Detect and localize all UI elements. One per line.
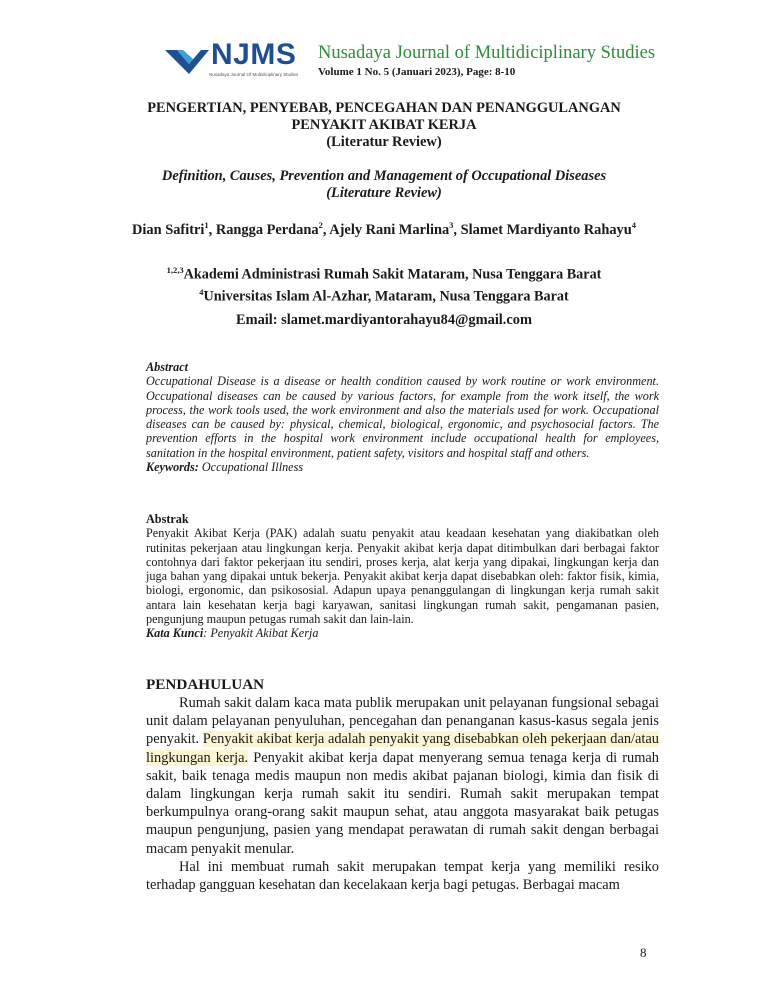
- affiliation-marker: 1,2,3: [166, 265, 184, 275]
- author-affil-marker: 3: [449, 220, 454, 230]
- author-name: Rangga Perdana: [215, 221, 319, 238]
- affiliation-text: Akademi Administrasi Rumah Sakit Mataram, Nusa Tenggara Barat: [183, 266, 602, 283]
- author-name: Dian Safitri: [132, 221, 205, 238]
- highlighted-text: Penyakit akibat kerja adalah penyakit yang disebabkan oleh pekerjaan dan/atau lingkungan kerja.: [146, 731, 659, 766]
- keywords-line: [146, 460, 659, 474]
- title-english: [100, 168, 668, 202]
- title-line: PENYAKIT AKIBAT KERJA: [291, 117, 477, 133]
- abstract-english: [146, 360, 659, 474]
- corresponding-email[interactable]: Email: slamet.mardiyantorahayu84@gmail.com: [236, 312, 532, 328]
- abstract-heading: Abstrak: [146, 512, 189, 526]
- paragraph: Hal ini membuat rumah sakit merupakan tempat kerja yang memiliki resiko terhadap gangguan kesehatan dan kecelakaan kerja bagi petugas. Berbagai macam: [146, 858, 659, 894]
- author-name: Slamet Mardiyanto Rahayu: [460, 221, 632, 238]
- keywords-label: Keywords:: [146, 460, 199, 475]
- body-text: [146, 694, 659, 894]
- abstract-indonesian: [146, 512, 659, 641]
- abstract-heading: Abstract: [146, 360, 188, 374]
- keywords-value: : Penyakit Akibat Kerja: [203, 626, 319, 641]
- title-indonesian: [100, 100, 668, 151]
- journal-logo: [163, 38, 313, 84]
- author-affil-marker: 2: [318, 220, 323, 230]
- author-list: Dian Safitri$^1$, Rangga Perdana$^2$, Ajely Rani Marlina$^3$, Slamet Mardiyanto Rahayu$^4$: [132, 220, 636, 238]
- affiliation-line: [100, 284, 668, 306]
- title-line: Definition, Causes, Prevention and Management of Occupational Diseases: [161, 168, 607, 184]
- section-heading: PENDAHULUAN: [146, 676, 265, 693]
- logo-chevron-icon: [163, 44, 211, 78]
- page-number: 8: [640, 945, 647, 960]
- affiliation-text: Universitas Islam Al-Azhar, Mataram, Nusa Tenggara Barat: [203, 288, 569, 305]
- author-affil-marker: 4: [631, 220, 636, 230]
- affiliation-marker: 4: [199, 287, 204, 298]
- keywords-line: [146, 626, 659, 640]
- title-line: PENGERTIAN, PENYEBAB, PENCEGAHAN DAN PENANGGULANGAN: [147, 100, 621, 116]
- affiliation-line: [100, 262, 668, 284]
- journal-volume: Volume 1 No. 5 (Januari 2023), Page: 8-10: [318, 66, 516, 78]
- title-line: (Literature Review): [326, 185, 442, 201]
- logo-subtitle: Nusadaya Journal Of Multidiciplinary Studies: [209, 72, 299, 77]
- keywords-value: Occupational Illness: [201, 460, 304, 475]
- abstract-text: Penyakit Akibat Kerja (PAK) adalah suatu penyakit atau keadaan kesehatan yang diakibatkan oleh rutinitas pekerjaan atau lingkungan kerja. Penyakit akibat kerja dapat ditimbulkan dari berbagai faktor contohnya dari faktor pekerjaan itu sendiri, proses kerja, alat kerja yang dipakai, lingkungan kerja dan juga bahan yang dipakai untuk bekerja. Penyakit akibat kerja dapat disebabkan oleh: faktor fisik, kimia, biologi, ergonomic, dan psikososial. Adapun upaya penanggulangan di lingkungan kerja rumah sakit antara lain kesehatan kerja bagi karyawan, sanitasi lingkungan rumah sakit, pengamanan pasien, pengunjung maupun petugas rumah sakit dan lain-lain.: [146, 526, 659, 627]
- author-affil-marker: 1: [204, 220, 209, 230]
- paragraph: [146, 694, 659, 858]
- abstract-text: Occupational Disease is a disease or health condition caused by work routine or work environment. Occupational diseases can be caused by various factors, for example from the work itself, the work process, the work tools used, the work environment and also the materials used for work. Occupational diseases can be caused by: physical, chemical, biological, ergonomic, and psychosocial factors. The prevention efforts in the hospital work environment include occupational health for employees, sanitation in the hospital environment, patient safety, visitors and hospital staff and others.: [146, 374, 659, 460]
- author-name: Ajely Rani Marlina: [329, 221, 450, 238]
- keywords-label: Kata Kunci: [146, 626, 204, 641]
- logo-wordmark: NJMS: [211, 38, 297, 71]
- paragraph-text: Penyakit akibat kerja dapat menyerang semua tenaga kerja di rumah sakit, baik tenaga medis maupun non medis akibat pajanan biologi, kimia dan fisik di dalam lingkungan kerja rumah sakit itu sendiri. Rumah sakit merupakan tempat berkumpulnya orang-orang sakit maupun sehat, atau anggota masyarakat baik petugas maupun pengunjung, pasien yang mendapat perawatan di rumah sakit dengan berbagai macam penyakit menular.: [146, 749, 659, 857]
- journal-name: Nusadaya Journal of Multidiciplinary Studies: [318, 43, 656, 63]
- title-line: (Literatur Review): [326, 134, 442, 150]
- affiliations: [100, 262, 668, 306]
- journal-header: [0, 40, 768, 90]
- paragraph-text: Rumah sakit dalam kaca mata publik merupakan unit pelayanan fungsional sebagai unit dalam pelayanan penyuluhan, pencegahan dan penanganan kasus-kasus segala jenis penyakit.: [146, 695, 659, 748]
